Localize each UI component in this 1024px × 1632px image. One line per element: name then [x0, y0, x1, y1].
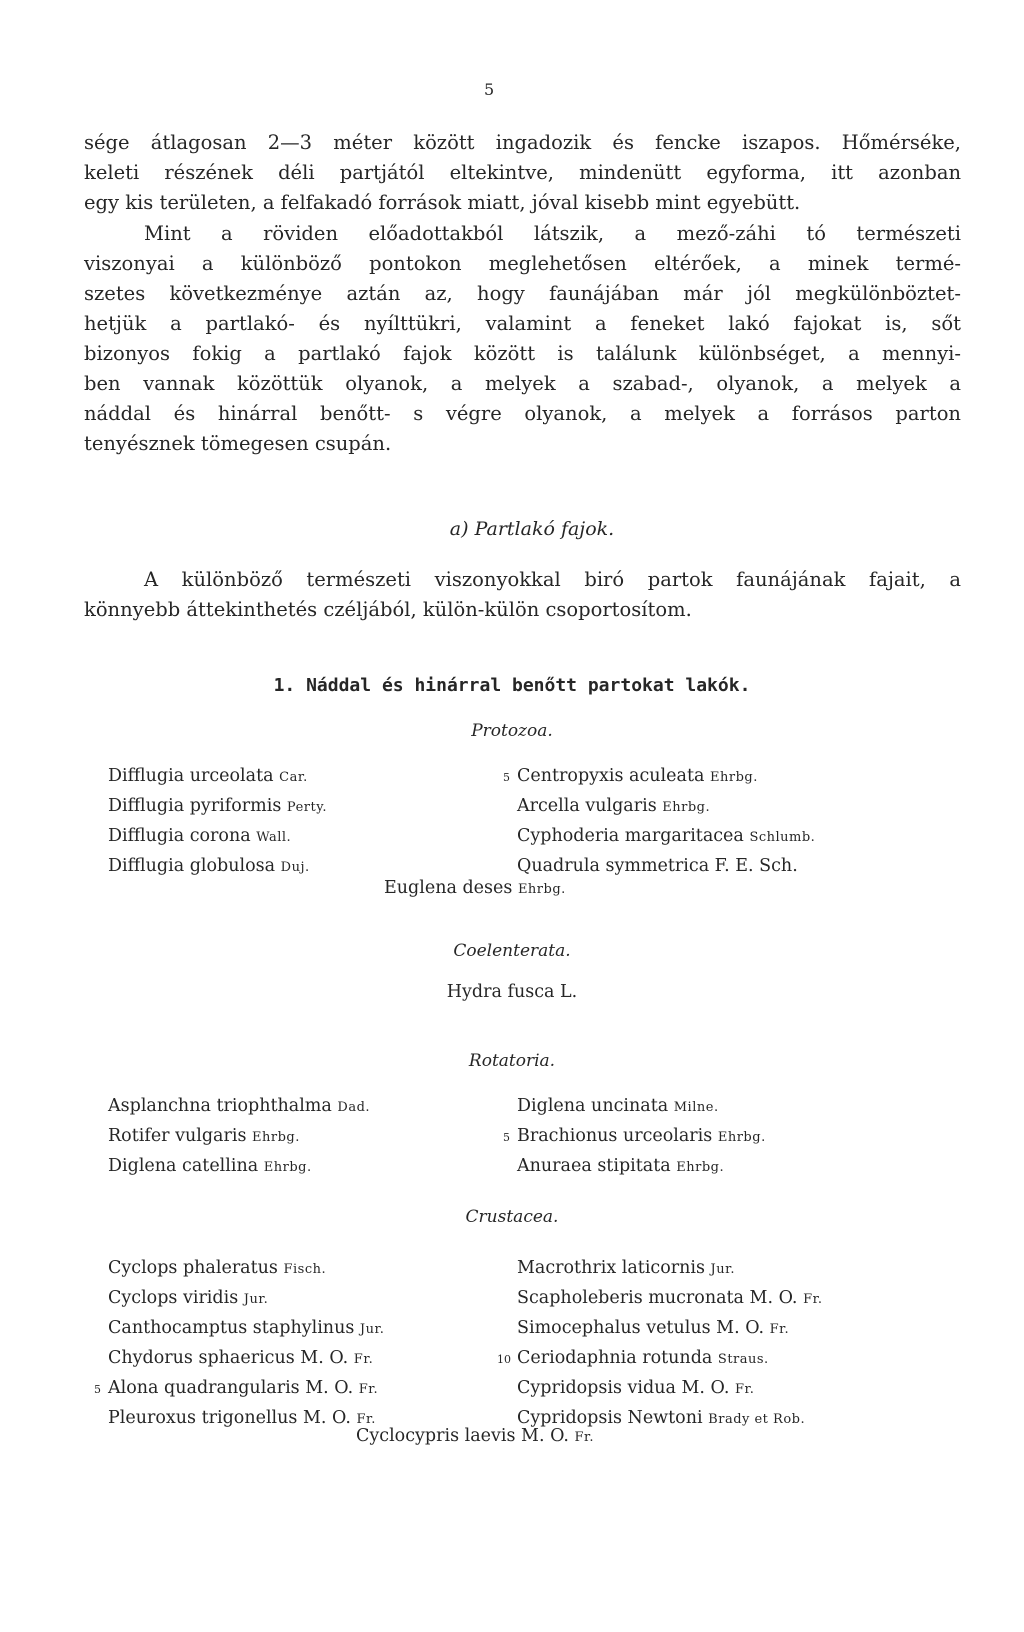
section-label: a) [449, 518, 469, 540]
species-entry: Chydorus sphaericus M. O. Fr. [108, 1348, 374, 1368]
text-line: keleti részének déli partjától eltekintve, mindenütt egyforma, itt azonban [84, 161, 961, 184]
species-entry: 10 Ceriodaphnia rotunda Straus. [497, 1348, 769, 1368]
species-entry: Quadrula symmetrica F. E. Sch. [517, 856, 798, 876]
species-entry: 5 Brachionus urceolaris Ehrbg. [503, 1126, 766, 1146]
species-column-left [108, 1092, 370, 1182]
species-column-right [503, 1092, 766, 1182]
species-entry: Pleuroxus trigonellus M. O. Fr. [108, 1408, 376, 1428]
section-heading [0, 518, 1024, 540]
species-column-right [503, 762, 816, 880]
species-entry: Difflugia pyriformis Perty. [108, 796, 327, 816]
text-line: szetes következménye aztán az, hogy faunájában már jól megkülönböztet- [84, 282, 961, 305]
text-line: náddal és hinárral benőtt- s végre olyanok, a melyek a forrásos parton [84, 402, 961, 425]
species-entry-center: Hydra fusca L. [446, 982, 578, 1002]
species-entry: Difflugia corona Wall. [108, 826, 292, 846]
text-line: hetjük a partlakó- és nyílttükri, valamint a feneket lakó fajokat is, sőt [84, 312, 961, 335]
species-entry: Scapholeberis mucronata M. O. Fr. [517, 1288, 823, 1308]
species-entry: Simocephalus vetulus M. O. Fr. [517, 1318, 790, 1338]
species-entry: Rotifer vulgaris Ehrbg. [108, 1126, 300, 1146]
species-entry: Cypridopsis Newtoni Brady et Rob. [517, 1408, 806, 1428]
species-entry: 5 Centropyxis aculeata Ehrbg. [503, 766, 758, 786]
text-line: bizonyos fokig a partlakó fajok között is találunk különbséget, a mennyi- [84, 342, 961, 365]
species-entry: Cyclops viridis Jur. [108, 1288, 269, 1308]
group-title: Protozoa. [471, 721, 553, 741]
subsection-heading: 1. Náddal és hinárral benőtt partokat lakók. [273, 675, 751, 696]
text-line: A különböző természeti viszonyokkal biró partok faunájának fajait, a [144, 568, 961, 591]
text-line: könnyebb áttekinthetés czéljából, külön-külön csoportosítom. [84, 598, 692, 621]
section-title: Partlakó fajok. [474, 518, 615, 540]
species-entry-center: Euglena deses Ehrbg. [384, 878, 566, 898]
species-entry: Arcella vulgaris Ehrbg. [517, 796, 711, 816]
species-entry: Diglena catellina Ehrbg. [108, 1156, 312, 1176]
species-entry-center: Cyclocypris laevis M. O. Fr. [356, 1426, 594, 1446]
text-line: tenyésznek tömegesen csupán. [84, 432, 392, 455]
group-title: Rotatoria. [468, 1051, 556, 1071]
species-column-left [108, 762, 327, 882]
species-entry: Asplanchna triophthalma Dad. [108, 1096, 371, 1116]
group-title: Crustacea. [465, 1207, 559, 1227]
species-entry: 5 Alona quadrangularis M. O. Fr. [94, 1378, 379, 1398]
species-entry: Cypridopsis vidua M. O. Fr. [517, 1378, 755, 1398]
species-entry: Difflugia globulosa Duj. [108, 856, 310, 876]
species-entry: Difflugia urceolata Car. [108, 766, 308, 786]
species-entry: Diglena uncinata Milne. [517, 1096, 719, 1116]
text-line: sége átlagosan 2—3 méter között ingadozik és fencke iszapos. Hőmérséke, [84, 131, 961, 154]
species-entry: Canthocamptus staphylinus Jur. [108, 1318, 385, 1338]
group-title: Coelenterata. [453, 941, 571, 961]
species-entry: Anuraea stipitata Ehrbg. [517, 1156, 725, 1176]
species-entry: Cyphoderia margaritacea Schlumb. [517, 826, 816, 846]
species-column-left [94, 1254, 385, 1434]
body-paragraph [84, 219, 961, 459]
page-number: 5 [484, 80, 495, 99]
text-line: egy kis területen, a felfakadó források miatt, jóval kisebb mint egyebütt. [84, 191, 801, 214]
species-entry: Cyclops phaleratus Fisch. [108, 1258, 327, 1278]
text-line: ben vannak közöttük olyanok, a melyek a szabad-, olyanok, a melyek a [84, 372, 961, 395]
intro-paragraph [84, 128, 961, 218]
species-column-right [497, 1254, 823, 1434]
body-paragraph [84, 565, 961, 625]
text-line: viszonyai a különböző pontokon meglehetősen eltérőek, a minek termé- [84, 252, 961, 275]
text-line: Mint a röviden előadottakból látszik, a mező-záhi tó természeti [144, 222, 961, 245]
species-entry: Macrothrix laticornis Jur. [517, 1258, 736, 1278]
